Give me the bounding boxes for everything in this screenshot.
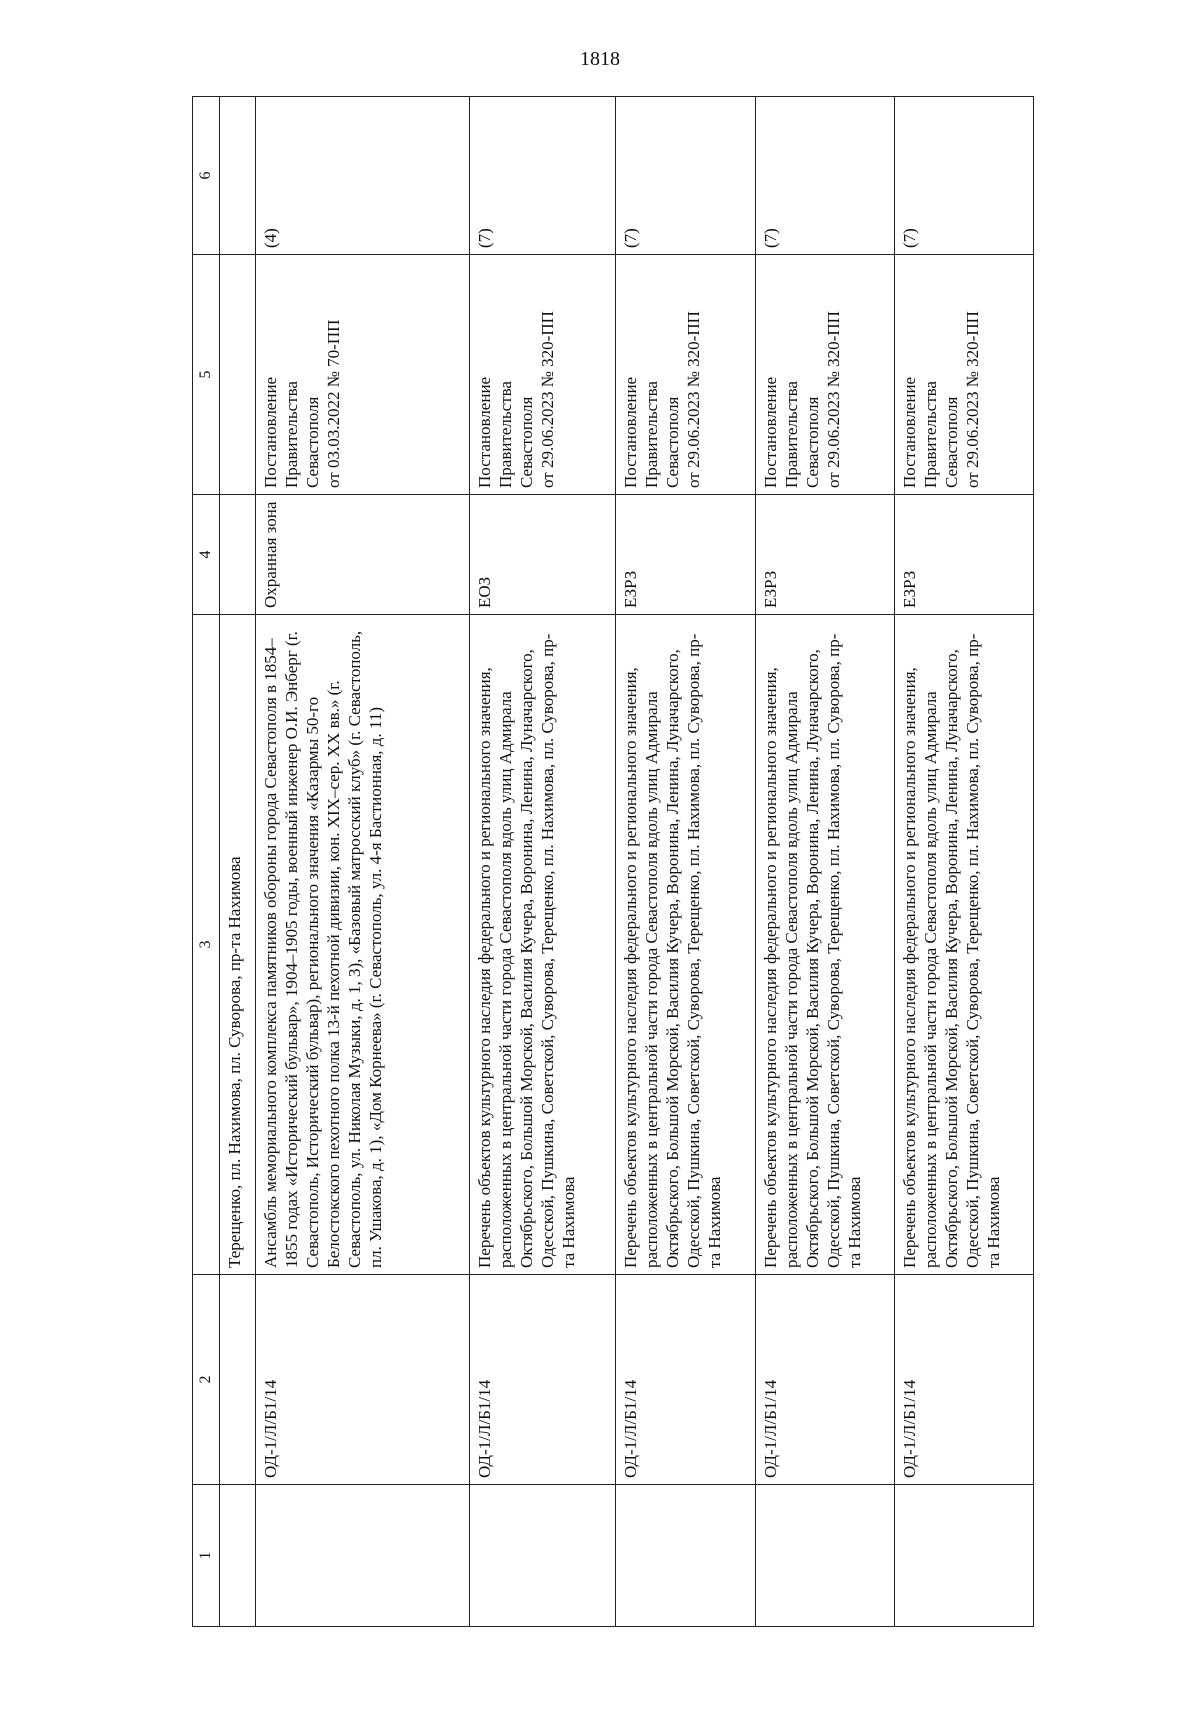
continuation-cell-1 [220,1485,256,1627]
column-header-6: 6 [193,97,220,255]
row-cell-number [616,1485,755,1627]
table-header-row [193,97,220,1627]
page-number: 1818 [580,48,620,70]
row-cell-number [755,1485,894,1627]
regulation-document: Постановление Правительства Севастополя от 29.06.2023 № 320-ПП [470,255,616,495]
object-description: Перечень объектов культурного наследия федерального и регионального значения, расположенных в центральной части города Севастополя вдоль улиц Адмирала Октябрьского, Большой Морской, Василия Кучера, Воронина, Ленина, Луначарского, Одесской, Пушкина, Советской, Суворова, Терещенко, пл. Нахимова, пл. Суворова, пр-та Нахимова [755,615,894,1275]
table-rotated-container [192,97,1034,1627]
zone-code: ОД-1/Л/Б1/14 [470,1275,616,1485]
zones-table [192,96,1034,1627]
column-header-1: 1 [193,1485,220,1627]
object-description: Ансамбль мемориального комплекса памятников обороны города Севастополя в 1854–1855 годах «Исторический бульвар», 1904–1905 годы, военный инженер О.И. Энберг (г. Севастополь, Исторический бульвар), регионального значения «Казармы 50-го Белостокского пехотного полка 13-й пехотной дивизии, кон. XIX–сер. XX вв.» (г. Севастополь, ул. Николая Музыки, д. 1, 3), «Базовый матросский клуб» (г. Севастополь, пл. Ушакова, д. 1), «Дом Корнеева» (г. Севастополь, ул. 4-я Бастионная, д. 11) [256,615,470,1275]
continuation-cell-5 [220,255,256,495]
table-row [894,97,1033,1627]
regulation-document: Постановление Правительства Севастополя от 29.06.2023 № 320-ПП [616,255,755,495]
regulation-document: Постановление Правительства Севастополя от 29.06.2023 № 320-ПП [894,255,1033,495]
zone-type: ЕОЗ [470,495,616,615]
zone-type: ЕЗРЗ [755,495,894,615]
zone-code: ОД-1/Л/Б1/14 [894,1275,1033,1485]
continuation-text: Терещенко, пл. Нахимова, пл. Суворова, пр-та Нахимова [220,615,256,1275]
zone-type: ЕЗРЗ [616,495,755,615]
table-row [616,97,755,1627]
row-cell-number [894,1485,1033,1627]
column-header-5: 5 [193,255,220,495]
zone-type: ЕЗРЗ [894,495,1033,615]
note-reference: (7) [755,97,894,255]
continuation-cell-4 [220,495,256,615]
regulation-document: Постановление Правительства Севастополя от 03.03.2022 № 70-ПП [256,255,470,495]
zone-code: ОД-1/Л/Б1/14 [755,1275,894,1485]
column-header-4: 4 [193,495,220,615]
note-reference: (7) [894,97,1033,255]
object-description: Перечень объектов культурного наследия федерального и регионального значения, расположенных в центральной части города Севастополя вдоль улиц Адмирала Октябрьского, Большой Морской, Василия Кучера, Воронина, Ленина, Луначарского, Одесской, Пушкина, Советской, Суворова, Терещенко, пл. Нахимова, пл. Суворова, пр-та Нахимова [616,615,755,1275]
continuation-cell-6 [220,97,256,255]
row-cell-number [256,1485,470,1627]
table-rotation-wrapper [192,97,1034,1627]
table-row [470,97,616,1627]
regulation-document: Постановление Правительства Севастополя от 29.06.2023 № 320-ПП [755,255,894,495]
continuation-cell-2 [220,1275,256,1485]
table-row [755,97,894,1627]
table-row [256,97,470,1627]
object-description: Перечень объектов культурного наследия федерального и регионального значения, расположенных в центральной части города Севастополя вдоль улиц Адмирала Октябрьского, Большой Морской, Василия Кучера, Воронина, Ленина, Луначарского, Одесской, Пушкина, Советской, Суворова, Терещенко, пл. Нахимова, пл. Суворова, пр-та Нахимова [470,615,616,1275]
note-reference: (4) [256,97,470,255]
column-header-2: 2 [193,1275,220,1485]
row-cell-number [470,1485,616,1627]
zone-code: ОД-1/Л/Б1/14 [256,1275,470,1485]
note-reference: (7) [470,97,616,255]
zone-code: ОД-1/Л/Б1/14 [616,1275,755,1485]
object-description: Перечень объектов культурного наследия федерального и регионального значения, расположенных в центральной части города Севастополя вдоль улиц Адмирала Октябрьского, Большой Морской, Василия Кучера, Воронина, Ленина, Луначарского, Одесской, Пушкина, Советской, Суворова, Терещенко, пл. Нахимова, пл. Суворова, пр-та Нахимова [894,615,1033,1275]
note-reference: (7) [616,97,755,255]
zone-type: Охранная зона [256,495,470,615]
column-header-3: 3 [193,615,220,1275]
continuation-row [220,97,256,1627]
